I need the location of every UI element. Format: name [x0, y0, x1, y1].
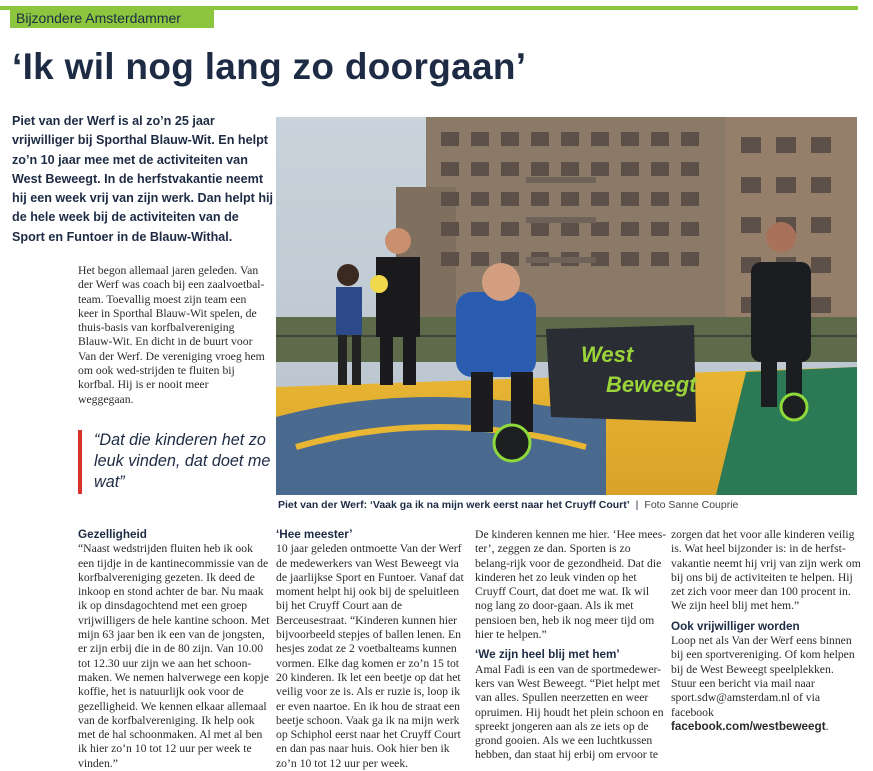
subhead-hee-meester: ‘Hee meester’ — [276, 528, 353, 541]
article-column-1 — [78, 528, 270, 771]
column-3-text: Amal Fadi is een van de sportmedewer-kers van West Beweegt. “Piet helpt met van alles. Spullen neerzetten en weer opruimen. Hij houdt het plein schoon en spreekt jongeren aan als ze iets op de grond gooien. Als we een luchtkussen hebben, dan staat hij erbij om ervoor te — [475, 662, 664, 762]
column-3-text-top: De kinderen kennen me hier. ‘Hee mees-ter’, zeggen ze dan. Sporten is zo belang-rijk voor de gezondheid. Dat die kinderen het zo leuk vinden op het Cruyff Court, dat doet me wat. Ik wil nog lang zo door-gaan. Als ik met pensioen ben, heb ik nog meer tijd om hier te helpen.” — [475, 528, 667, 642]
article-column-4 — [671, 528, 861, 734]
photo-credit: Foto Sanne Couprie — [644, 499, 739, 511]
column-2-text: 10 jaar geleden ontmoette Van der Werf de medewerkers van West Beweegt via de jaarlijkse Sport en Funtoer. Vanaf dat moment helpt hij ook bij de speluitleen bij het Cruyff Court aan de Berceusestraat. “Kinderen kunnen hier bijvoorbeeld stepjes of ballen lenen. En hesjes zodat ze 2 voetbalteams kunnen vormen. Elke dag komen er zo’n 15 tot 20 kinderen. Ik let een beetje op dat het veilig voor ze is. Als er ruzie is, loop ik er even naartoe. En ik hou de straat een beetje schoon. Vaak ga ik na mijn werk op Schiphol eerst naar het Cruyff Court en dan pas naar huis. Ook hier ben ik zo’n 10 tot 12 uur per week. — [276, 542, 464, 770]
subhead-gezelligheid: Gezelligheid — [78, 528, 147, 541]
article-headline: ‘Ik wil nog lang zo doorgaan’ — [12, 46, 527, 87]
photo-caption — [278, 498, 868, 512]
article-intro: Piet van der Werf is al zo’n 25 jaar vrijwilliger bij Sporthal Blauw-Wit. En helpt zo’n 10 jaar mee met de activiteiten van West Beweegt. In de herfstvakantie neemt hij een week vrij van zijn werk. Dan helpt hij de hele week bij de activiteiten van de Sport en Funtoer in de Blauw-Withal. — [12, 114, 274, 244]
column-4-body: Loop net als Van der Werf eens binnen bij een sportvereniging. Of kom helpen bij de West Beweegt speelplekken. Stuur een bericht via mail naar sport.sdw@amsterdam.nl of via facebook — [671, 634, 855, 719]
column-4-text — [671, 634, 861, 734]
section-tag: Bijzondere Amsterdammer — [10, 8, 214, 28]
column-4-text-top: zorgen dat het voor alle kinderen veilig is. Wat heel bijzonder is: in de herfst-vakantie neemt hij vrij van zijn werk om bij ons bij de activiteiten te helpen. Hij zet zich voor meer dan 100 procent in. We zijn heel blij met hem.” — [671, 528, 861, 613]
lead-paragraph: Het begon allemaal jaren geleden. Van der Werf was coach bij een zaalvoetbal-team. Toevallig moest zijn team een keer in Sporthal Blauw-Wit spelen, de thuis-basis van korfbalvereniging Blauw-Wit. En dicht in de buurt voor Van der Werf. De vereniging vroeg hem om ook wed-strijden te fluiten bij korfbal. Hij is er nooit meer weggegaan. — [78, 264, 265, 406]
caption-text: Piet van der Werf: ‘Vaak ga ik na mijn werk eerst naar het Cruyff Court’ — [278, 499, 630, 511]
facebook-link[interactable]: facebook.com/westbeweegt — [671, 719, 826, 733]
article-column-2 — [276, 528, 468, 771]
article-column-3 — [475, 528, 667, 763]
sign-text-line2: Beweegt — [606, 372, 697, 397]
subhead-vrijwilliger: Ook vrijwilliger worden — [671, 619, 800, 633]
column-1-text: “Naast wedstrijden fluiten heb ik ook een tijdje in de kantinecommissie van de korfbalvereniging gezeten. Ik deed de inkoop en stond achter de bar. Nu maak ik op dinsdagochtend met een groep vrijwilligers de hele kantine schoon. Met mijn 63 jaar ben ik een van de jongsten, er zijn erbij die in de 80 zijn. Van 10.00 tot 12.30 uur zijn we aan het schoon-maken. We nemen halverwege een kopje koffie, het is natuurlijk ook voor de gezelligheid. We kennen elkaar allemaal van de korfbalvereniging. Ik help ook met de hal schoonmaken. Al met al ben ik hier zo’n 10 tot 12 uur per week te vinden.” — [78, 542, 270, 770]
sign-text-line1: West — [581, 342, 634, 367]
pull-quote: “Dat die kinderen het zo leuk vinden, dat doet me wat” — [78, 430, 274, 494]
subhead-heel-blij: ‘We zijn heel blij met hem’ — [475, 648, 620, 662]
article-photo — [276, 117, 857, 495]
column-4-end: . — [825, 719, 829, 733]
caption-separator: | — [635, 499, 639, 511]
